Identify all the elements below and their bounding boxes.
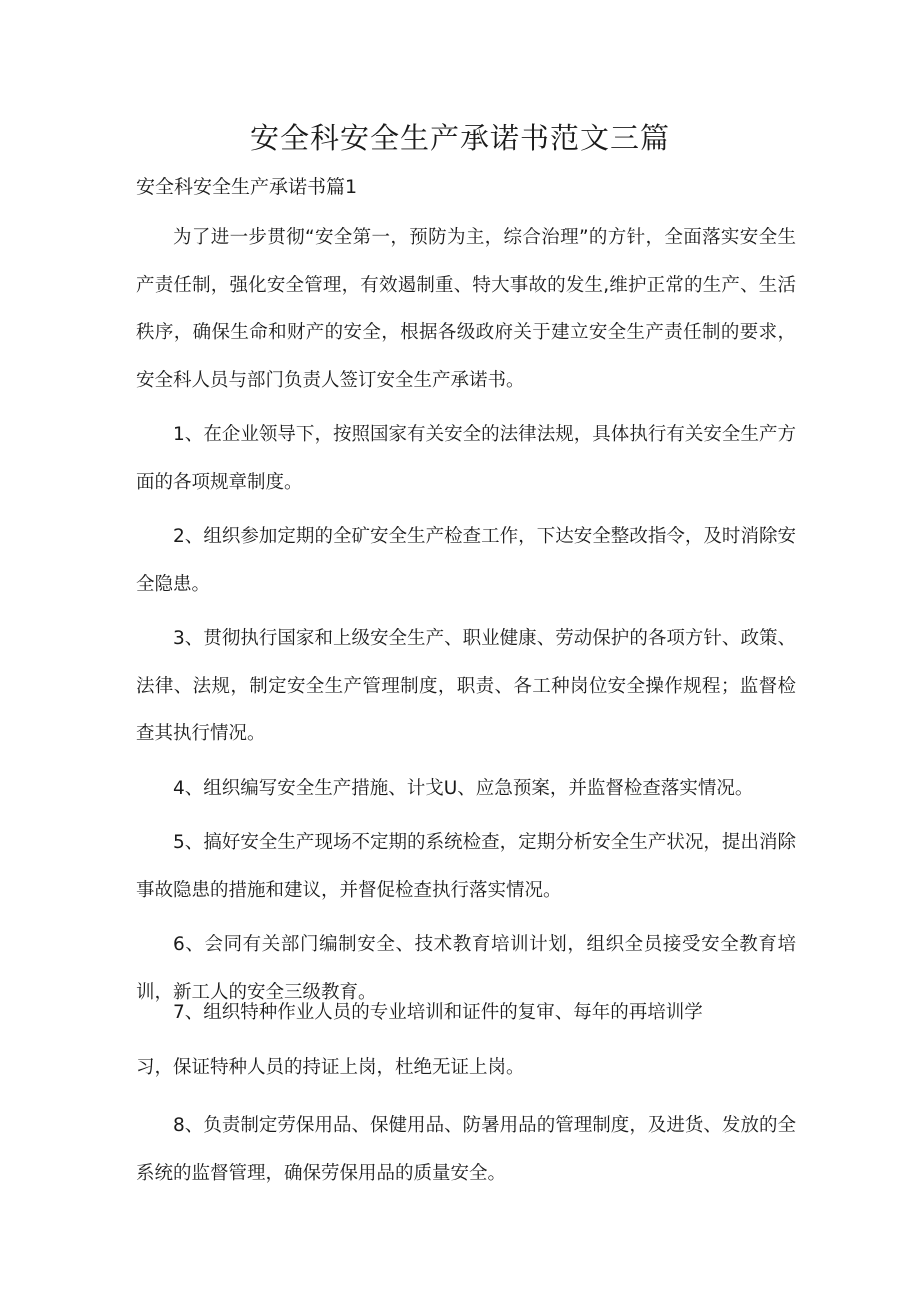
item-7-line-1: 7、组织特种作业人员的专业培训和证件的复审、每年的再培训学 bbox=[173, 1002, 703, 1023]
body-block bbox=[136, 214, 796, 1016]
document-title: 安全科安全生产承诺书范文三篇 bbox=[249, 121, 670, 155]
intro-paragraph: 为了进一步贯彻“安全第一，预防为主，综合治理”的方针，全面落实安全生产责任制，强化安全管理，有效遏制重、特大事故的发生,维护正常的生产、生活秩序，确保生命和财产的安全，根据各级政府关于建立安全生产责任制的要求，安全科人员与部门负责人签订安全生产承诺书。 bbox=[136, 227, 796, 391]
item-8-paragraph: 8、负责制定劳保用品、保健用品、防暑用品的管理制度，及进货、发放的全系统的监督管理，确保劳保用品的质量安全。 bbox=[136, 1115, 796, 1184]
section-heading: 安全科安全生产承诺书篇1 bbox=[136, 176, 358, 198]
item-1-paragraph: 1、在企业领导下，按照国家有关安全的法律法规，具体执行有关安全生产方面的各项规章制度。 bbox=[136, 424, 796, 493]
item-5-paragraph: 5、搞好安全生产现场不定期的系统检查，定期分析安全生产状况，提出消除事故隐患的措施和建议，并督促检查执行落实情况。 bbox=[136, 832, 796, 901]
item-4-paragraph: 4、组织编写安全生产措施、计戈U、应急预案，并监督检查落实情况。 bbox=[173, 777, 754, 799]
item-8-block bbox=[136, 1102, 796, 1197]
item-7-line-2: 习，保证特种人员的持证上岗，杜绝无证上岗。 bbox=[136, 1057, 525, 1078]
item-6-paragraph: 6、会同有关部门编制安全、技术教育培训计划，组织全员接受安全教育培训，新工人的安全三级教育。 bbox=[136, 934, 796, 1003]
item-3-paragraph: 3、贯彻执行国家和上级安全生产、职业健康、劳动保护的各项方针、政策、法律、法规，制定安全生产管理制度，职责、各工种岗位安全操作规程；监督检查其执行情况。 bbox=[136, 628, 796, 744]
item-2-paragraph: 2、组织参加定期的全矿安全生产检查工作，下达安全整改指令，及时消除安全隐患。 bbox=[136, 526, 796, 595]
